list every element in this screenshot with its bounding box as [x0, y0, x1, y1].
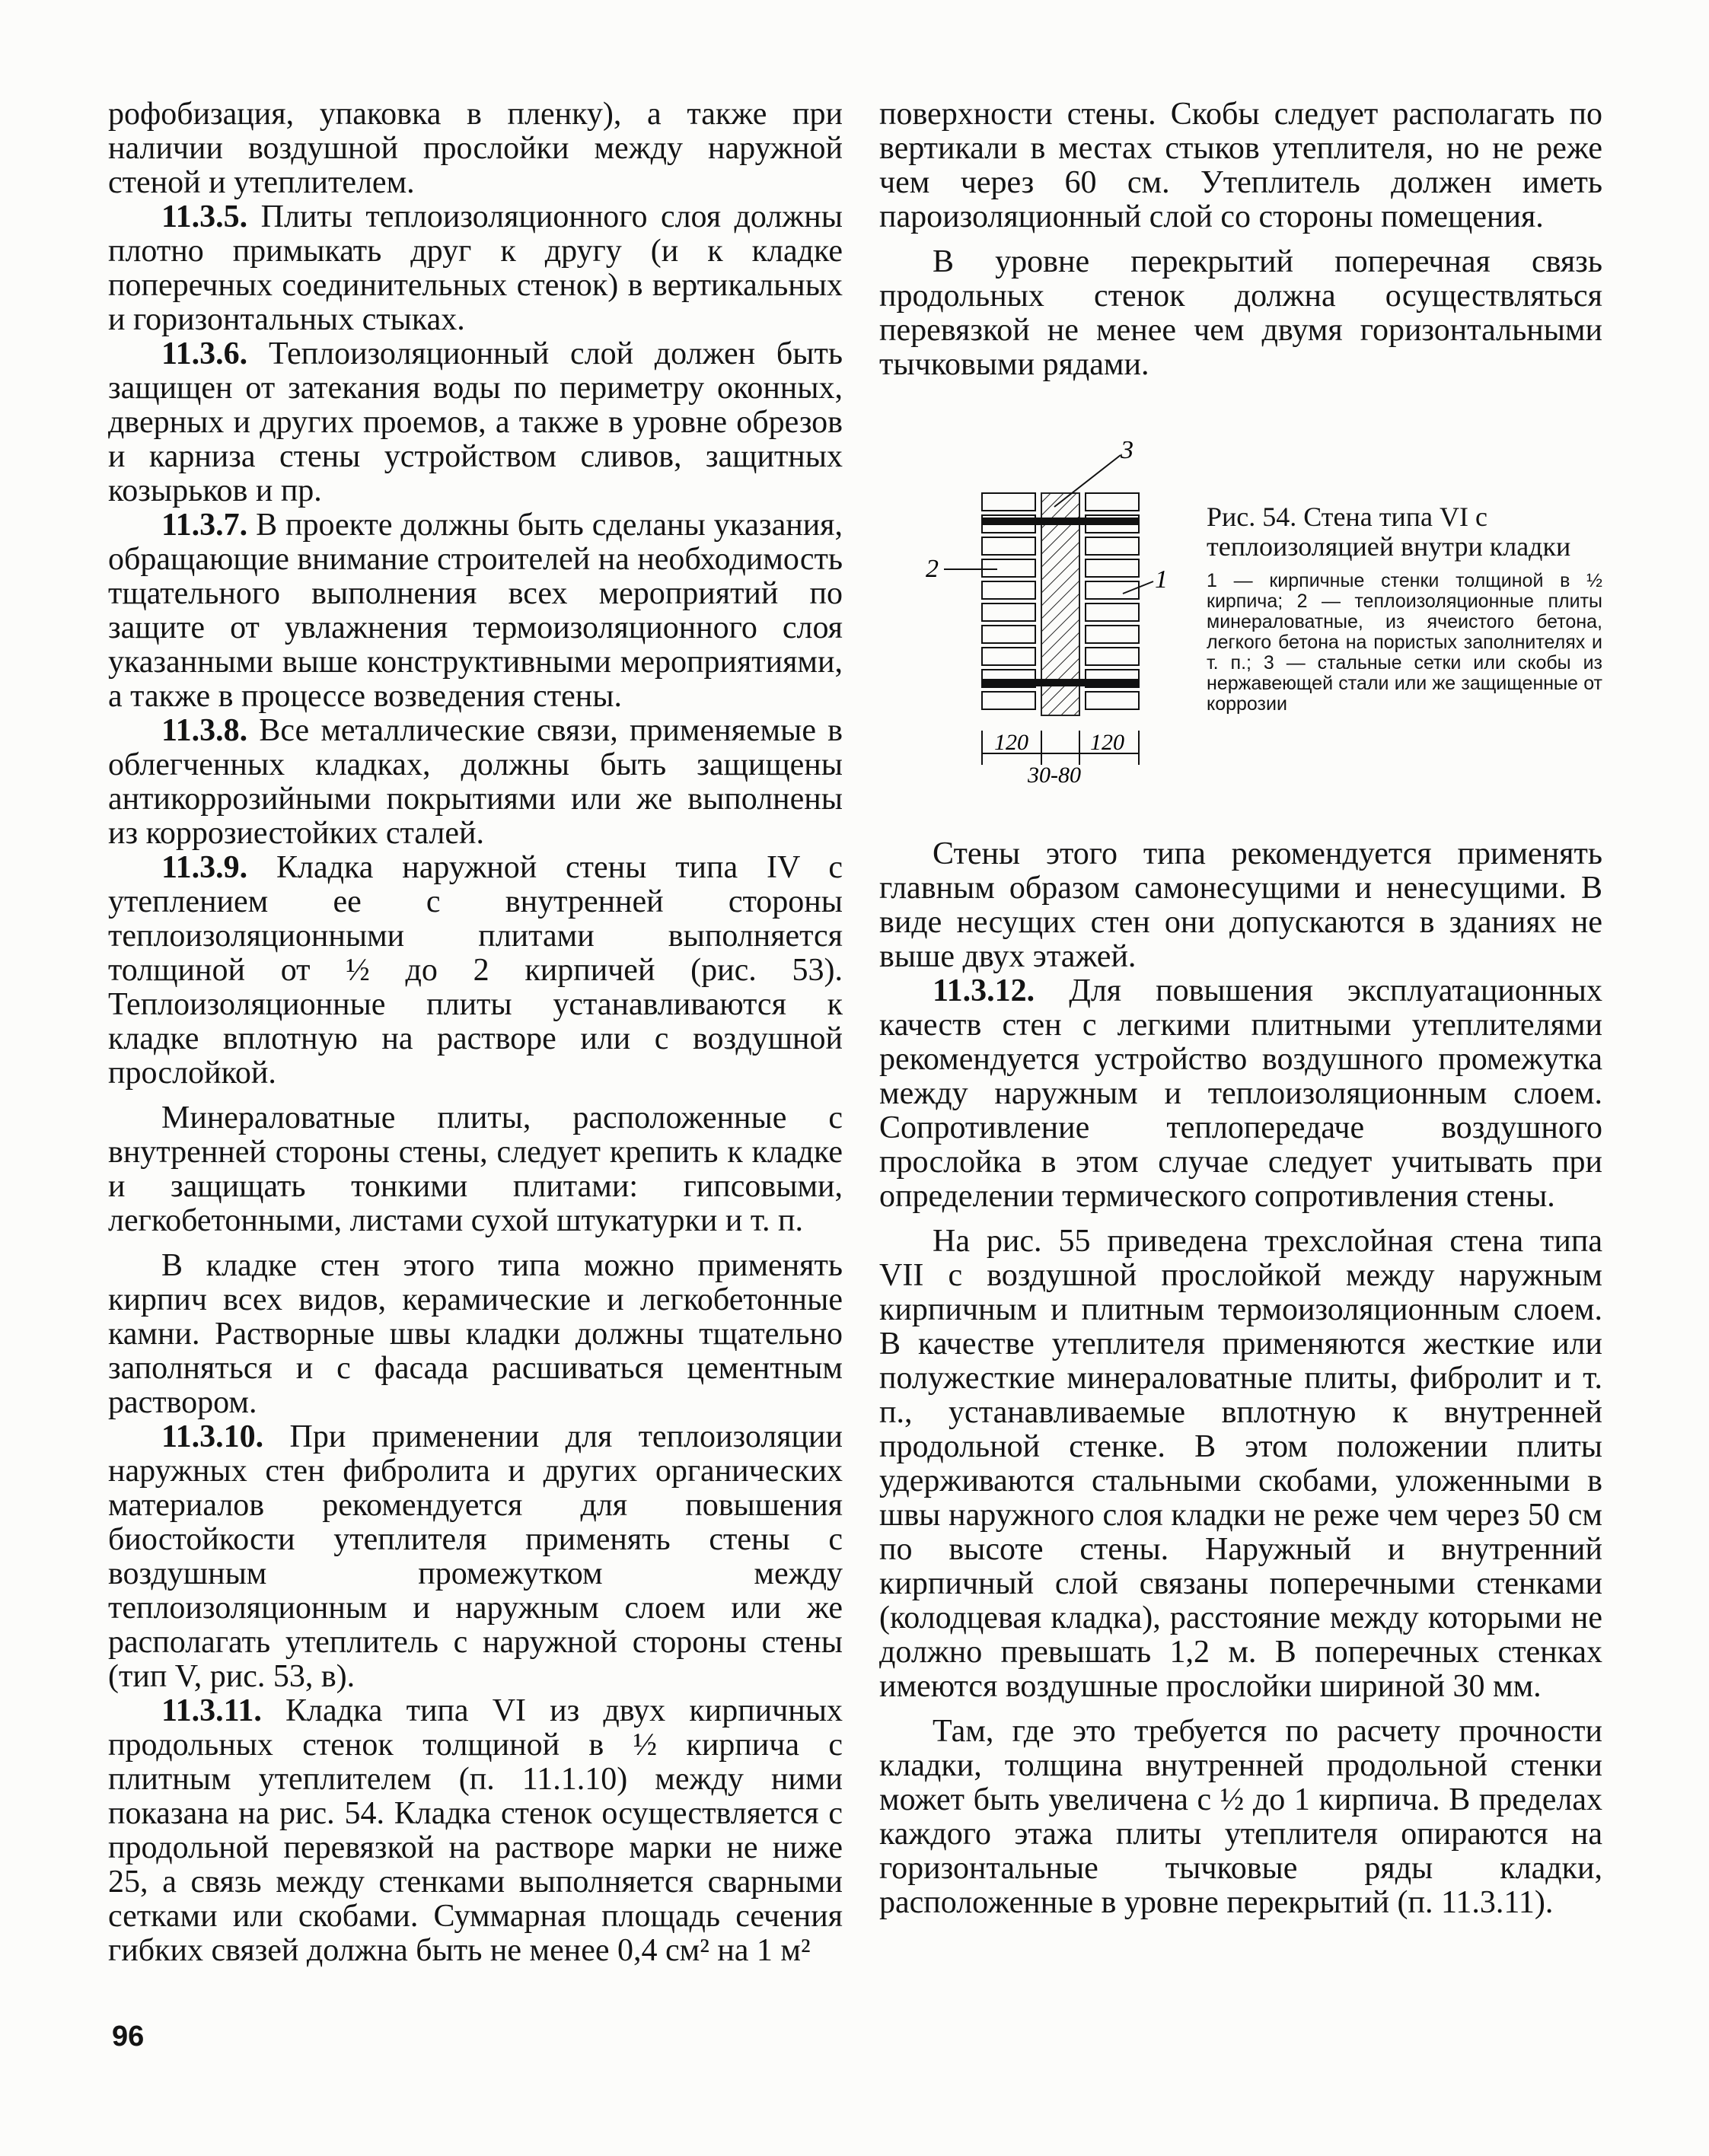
- clause-number: 11.3.12.: [933, 973, 1035, 1008]
- paragraph-text: Все металлические связи, применяемые в облегченных кладках, должны быть защищены антикоррозийными покрытиями или же выполнены из коррозиестойких сталей.: [108, 713, 843, 851]
- brick: [1086, 692, 1139, 709]
- clause-number: 11.3.10.: [161, 1419, 264, 1454]
- figure-54: [921, 441, 1606, 807]
- brick: [1086, 626, 1139, 643]
- paragraph-text: На рис. 55 приведена трехслойная стена типа VII с воздушной прослойкой между наружным кирпичным и плитным термоизоляционным слоем. В качестве утеплителя применяются жесткие или полужесткие минераловатные плиты, фибролит и т. п., устанавливаемые вплотную к внутренней продольной стенке. В этом положении плиты удерживаются стальными скобами, уложенными в швы наружного слоя кладки не реже чем через 50 см по высоте стены. Наружный и внутренний кирпичный слой связаны поперечными стенками (колодцевая кладка), расстояние между которыми не должно превышать 1,2 м. В поперечных стенках имеются воздушные прослойки шириной 30 мм.: [879, 1224, 1602, 1704]
- wall-section-drawing: [921, 441, 1210, 799]
- paragraph: рофобизация, упаковка в пленку), а также при наличии воздушной прослойки между наружной стеной и утеплителем.: [108, 97, 843, 200]
- paragraph: [879, 1715, 1602, 1920]
- brick: [982, 603, 1035, 621]
- label-3: 3: [1121, 441, 1133, 464]
- paragraph-text: поверхности стены. Скобы следует располагать по вертикали в местах стыков утеплителя, но не реже чем через 60 см. Утеплитель должен иметь пароизоляционный слой со стороны помещения.: [879, 97, 1602, 234]
- paragraph: [108, 337, 843, 508]
- paragraph: [879, 97, 1602, 234]
- paragraph: [108, 1420, 843, 1694]
- paragraph: [879, 974, 1602, 1214]
- paragraph: [108, 714, 843, 851]
- paragraph-text: Кладка типа VI из двух кирпичных продольных стенок толщиной в ½ кирпича с плитным утеплителем (п. 11.1.10) между ними показана на рис. 54. Кладка стенок осуществляется с продольной перевязкой на растворе марки не ниже 25, а связь между стенками выполняется сварными сетками или скобами. Суммарная площадь сечения гибких связей должна быть не менее 0,4 см² на 1 м²: [108, 1693, 843, 1968]
- clause-number: 11.3.7.: [161, 508, 248, 543]
- right-brick-wall: [1086, 493, 1139, 709]
- left-brick-wall: [982, 493, 1035, 709]
- clause-number: 11.3.8.: [161, 713, 248, 748]
- paragraph-text: Там, где это требуется по расчету прочности кладки, толщина внутренней продольной стенки может быть увеличена с ½ до 1 кирпича. В пределах каждого этажа плиты утеплителя опираются на горизонтальные тычковые ряды кладки, расположенные в уровне перекрытий (п. 11.3.11).: [879, 1714, 1602, 1920]
- brick: [1086, 493, 1139, 511]
- paragraph: [108, 1249, 843, 1420]
- paragraph-text: Для повышения эксплуатационных качеств стен с легкими плитными утеплителями рекомендуется устройство воздушного промежутка между наружным и теплоизоляционным слоем. Сопротивление теплопередаче воздушного прослойка в этом случае следует учитывать при определении термического сопротивления стены.: [879, 973, 1602, 1214]
- paragraph: [108, 1101, 843, 1238]
- paragraph: [108, 851, 843, 1091]
- paragraph-text: В кладке стен этого типа можно применять кирпич всех видов, керамические и легкобетонные камни. Растворные швы кладки должны тщательно заполняться и с фасада расшиваться цементным раствором.: [108, 1248, 843, 1420]
- paragraph: [108, 1694, 843, 1968]
- paragraph: [879, 837, 1602, 974]
- brick: [982, 559, 1035, 577]
- brick: [982, 581, 1035, 599]
- paragraph-text: Теплоизоляционный слой должен быть защищен от затекания воды по периметру оконных, дверных и других проемов, а также в уровне обрезов и карниза стены устройством сливов, защитных козырьков и пр.: [108, 336, 843, 508]
- brick: [1086, 559, 1139, 577]
- dim-left: 120: [994, 730, 1028, 755]
- paragraph-text: Стены этого типа рекомендуется применять главным образом самонесущими и ненесущими. В виде несущих стен они допускаются в зданиях не выше двух этажей.: [879, 836, 1602, 974]
- paragraph-text: Минераловатные плиты, расположенные с внутренней стороны стены, следует крепить к кладке и защищать тонкими плитами: гипсовыми, легкобетонными, листами сухой штукатурки и т. п.: [108, 1100, 843, 1238]
- paragraph-text: В проекте должны быть сделаны указания, обращающие внимание строителей на необходимость тщательного выполнения всех мероприятий по защите от увлажнения термоизоляционного слоя указанными выше конструктивными мероприятиями, а также в процессе возведения стены.: [108, 508, 843, 714]
- right-column-top: [879, 97, 1602, 382]
- brick: [982, 648, 1035, 665]
- brick: [982, 692, 1035, 709]
- clause-number: 11.3.9.: [161, 850, 248, 885]
- left-column: [108, 97, 843, 1968]
- right-column-bottom: [879, 837, 1602, 1920]
- clause-number: 11.3.5.: [161, 199, 248, 234]
- paragraph-text: Плиты теплоизоляционного слоя должны плотно примыкать друг к другу (и к кладке поперечных соединительных стенок) в вертикальных и горизонтальных стыках.: [108, 199, 843, 337]
- clause-number: 11.3.6.: [161, 336, 248, 371]
- brick: [1086, 648, 1139, 665]
- page-number: 96: [112, 2021, 145, 2052]
- paragraph-text: В уровне перекрытий поперечная связь продольных стенок должна осуществляться перевязкой не менее чем двумя горизонтальными тычковыми рядами.: [879, 244, 1602, 382]
- dim-right: 120: [1090, 730, 1124, 755]
- brick: [982, 626, 1035, 643]
- paragraph-text: Кладка наружной стены типа IV с утеплением ее с внутренней стороны теплоизоляционными плитами выполняется толщиной от ½ до 2 кирпичей (рис. 53). Теплоизоляционные плиты устанавливаются к кладке вплотную на растворе или с воздушной прослойкой.: [108, 850, 843, 1091]
- paragraph-text: При применении для теплоизоляции наружных стен фибролита и других органических материалов рекомендуется для повышения биостойкости утеплителя применять стены с воздушным промежутком между теплоизоляционным и наружным слоем или же располагать утеплитель с наружной стороны стены (тип V, рис. 53, в).: [108, 1419, 843, 1694]
- label-2: 2: [926, 555, 939, 583]
- brick: [1086, 603, 1139, 621]
- clause-number: 11.3.11.: [161, 1693, 262, 1728]
- figure-legend: 1 — кирпичные стенки толщиной в ½ кирпича; 2 — теплоизоляционные плиты минераловатные, из ячеистого бетона, легкого бетона на пористых заполнителях и т. п.; 3 — стальные сетки или скобы из нержавеющей стали или же защищенные от коррозии: [1207, 570, 1602, 715]
- label-1: 1: [1155, 565, 1168, 594]
- paragraph: [879, 1224, 1602, 1704]
- dim-middle: 30-80: [1028, 763, 1081, 788]
- brick: [982, 493, 1035, 511]
- steel-mesh-bottom: [982, 679, 1139, 686]
- brick: [982, 537, 1035, 555]
- steel-mesh-top: [982, 518, 1139, 525]
- brick: [1086, 537, 1139, 555]
- paragraph: [108, 508, 843, 714]
- paragraph: [879, 245, 1602, 382]
- figure-caption: Рис. 54. Стена типа VI с теплоизоляцией внутри кладки: [1207, 502, 1571, 562]
- paragraph: [108, 200, 843, 337]
